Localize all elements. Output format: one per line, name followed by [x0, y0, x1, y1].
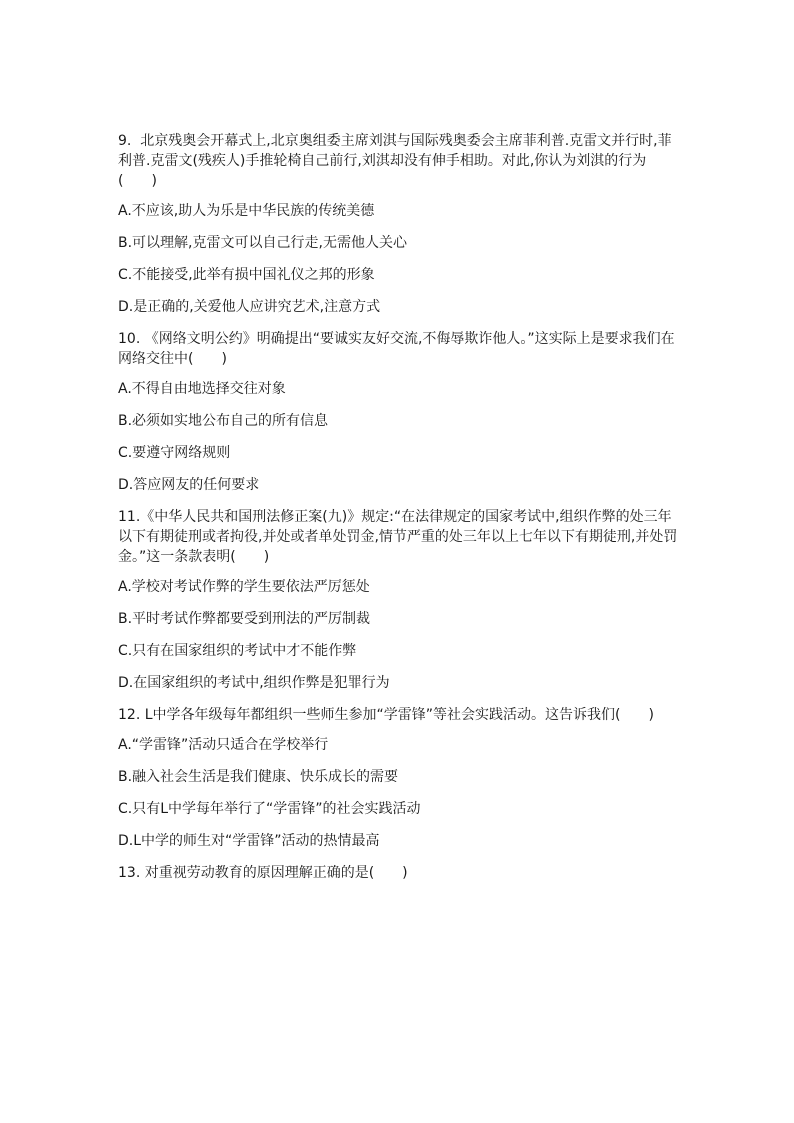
- option-d: D.答应网友的任何要求: [118, 477, 260, 493]
- question-stem: 12. L中学各年级每年都组织一些师生参加“学雷锋”等社会实践活动。这告诉我们( ): [118, 707, 654, 723]
- question-stem: 9. 北京残奥会开幕式上,北京奥组委主席刘淇与国际残奥委会主席菲利普.克雷文并行时,菲利普.克雷文(残疾人)手推轮椅自己前行,刘淇却没有伸手相助。对此,你认为刘淇的行为( ): [118, 133, 672, 189]
- option-d: D.在国家组织的考试中,组织作弊是犯罪行为: [118, 675, 390, 691]
- option-a: A.“学雷锋”活动只适合在学校举行: [118, 737, 329, 753]
- question-stem: 10. 《网络文明公约》明确提出“要诚实友好交流,不侮辱欺诈他人。”这实际上是要求我们在网络交往中( ): [118, 331, 675, 367]
- question-10: [118, 329, 678, 495]
- option-a: A.学校对考试作弊的学生要依法严厉惩处: [118, 579, 370, 595]
- question-9: [118, 131, 678, 317]
- option-c: C.只有L中学每年举行了“学雷锋”的社会实践活动: [118, 801, 421, 817]
- option-c: C.只有在国家组织的考试中才不能作弊: [118, 643, 357, 659]
- option-b: B.必须如实地公布自己的所有信息: [118, 413, 329, 429]
- option-d: D.L中学的师生对“学雷锋”活动的热情最高: [118, 833, 380, 849]
- question-11: [118, 507, 678, 693]
- option-c: C.不能接受,此举有损中国礼仪之邦的形象: [118, 267, 375, 283]
- question-stem: 13. 对重视劳动教育的原因理解正确的是( ): [118, 865, 408, 881]
- question-stem: 11.《中华人民共和国刑法修正案(九)》规定:“在法律规定的国家考试中,组织作弊的处三年以下有期徒刑或者拘役,并处或者单处罚金,情节严重的处三年以上七年以下有期徒刑,并处罚金。”这一条款表明( ): [118, 509, 678, 565]
- question-12: [118, 705, 678, 851]
- option-b: B.平时考试作弊都要受到刑法的严厉制裁: [118, 611, 371, 627]
- option-d: D.是正确的,关爱他人应讲究艺术,注意方式: [118, 299, 381, 315]
- option-c: C.要遵守网络规则: [118, 445, 231, 461]
- option-a: A.不得自由地选择交往对象: [118, 381, 286, 397]
- question-list: [118, 131, 678, 893]
- option-a: A.不应该,助人为乐是中华民族的传统美德: [118, 203, 375, 219]
- option-b: B.融入社会生活是我们健康、快乐成长的需要: [118, 769, 399, 785]
- question-13: [118, 863, 678, 883]
- option-b: B.可以理解,克雷文可以自己行走,无需他人关心: [118, 235, 407, 251]
